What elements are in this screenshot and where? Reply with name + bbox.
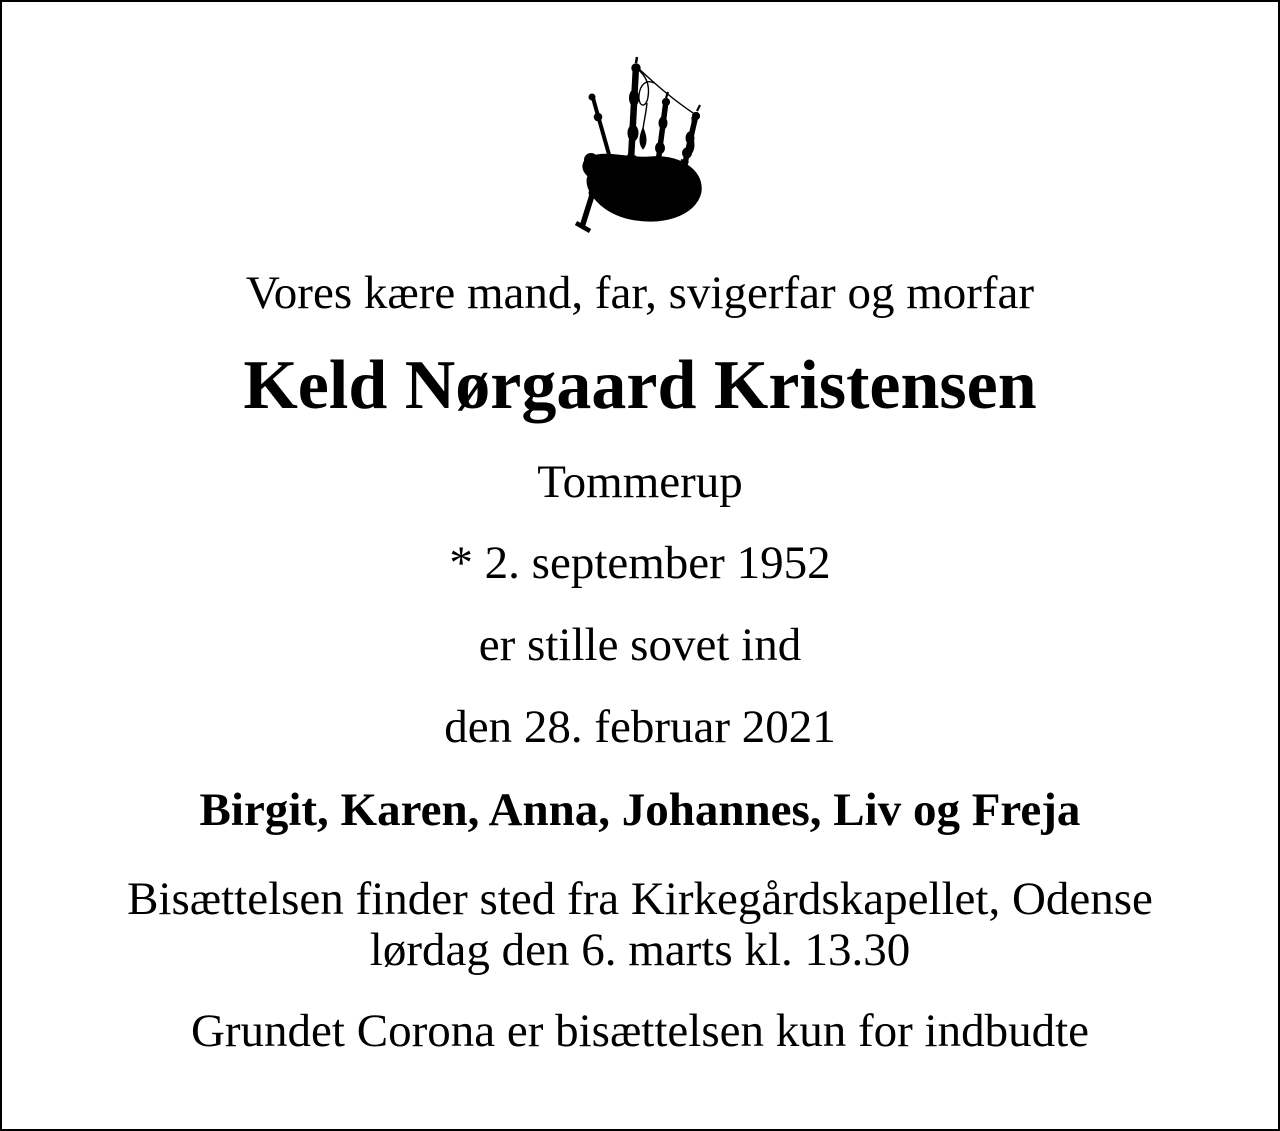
ceremony-line-2: lørdag den 6. marts kl. 13.30 (369, 924, 911, 976)
corona-note-line: Grundet Corona er bisættelsen kun for indbudte (190, 1005, 1090, 1057)
relatives-line: Birgit, Karen, Anna, Johannes, Liv og Freja (199, 784, 1081, 836)
deceased-name: Keld Nørgaard Kristensen (243, 347, 1037, 424)
ceremony-details (2, 874, 1278, 976)
death-date-line: den 28. februar 2021 (444, 701, 836, 753)
intro-line: Vores kære mand, far, svigerfar og morfar (245, 267, 1035, 319)
birth-date-line: * 2. september 1952 (449, 537, 831, 589)
place-line: Tommerup (537, 456, 743, 508)
ceremony-line-1: Bisættelsen finder sted fra Kirkegårdskapellet, Odense (127, 873, 1153, 925)
bagpipes-icon (570, 55, 710, 240)
passing-phrase-line: er stille sovet ind (478, 619, 802, 671)
